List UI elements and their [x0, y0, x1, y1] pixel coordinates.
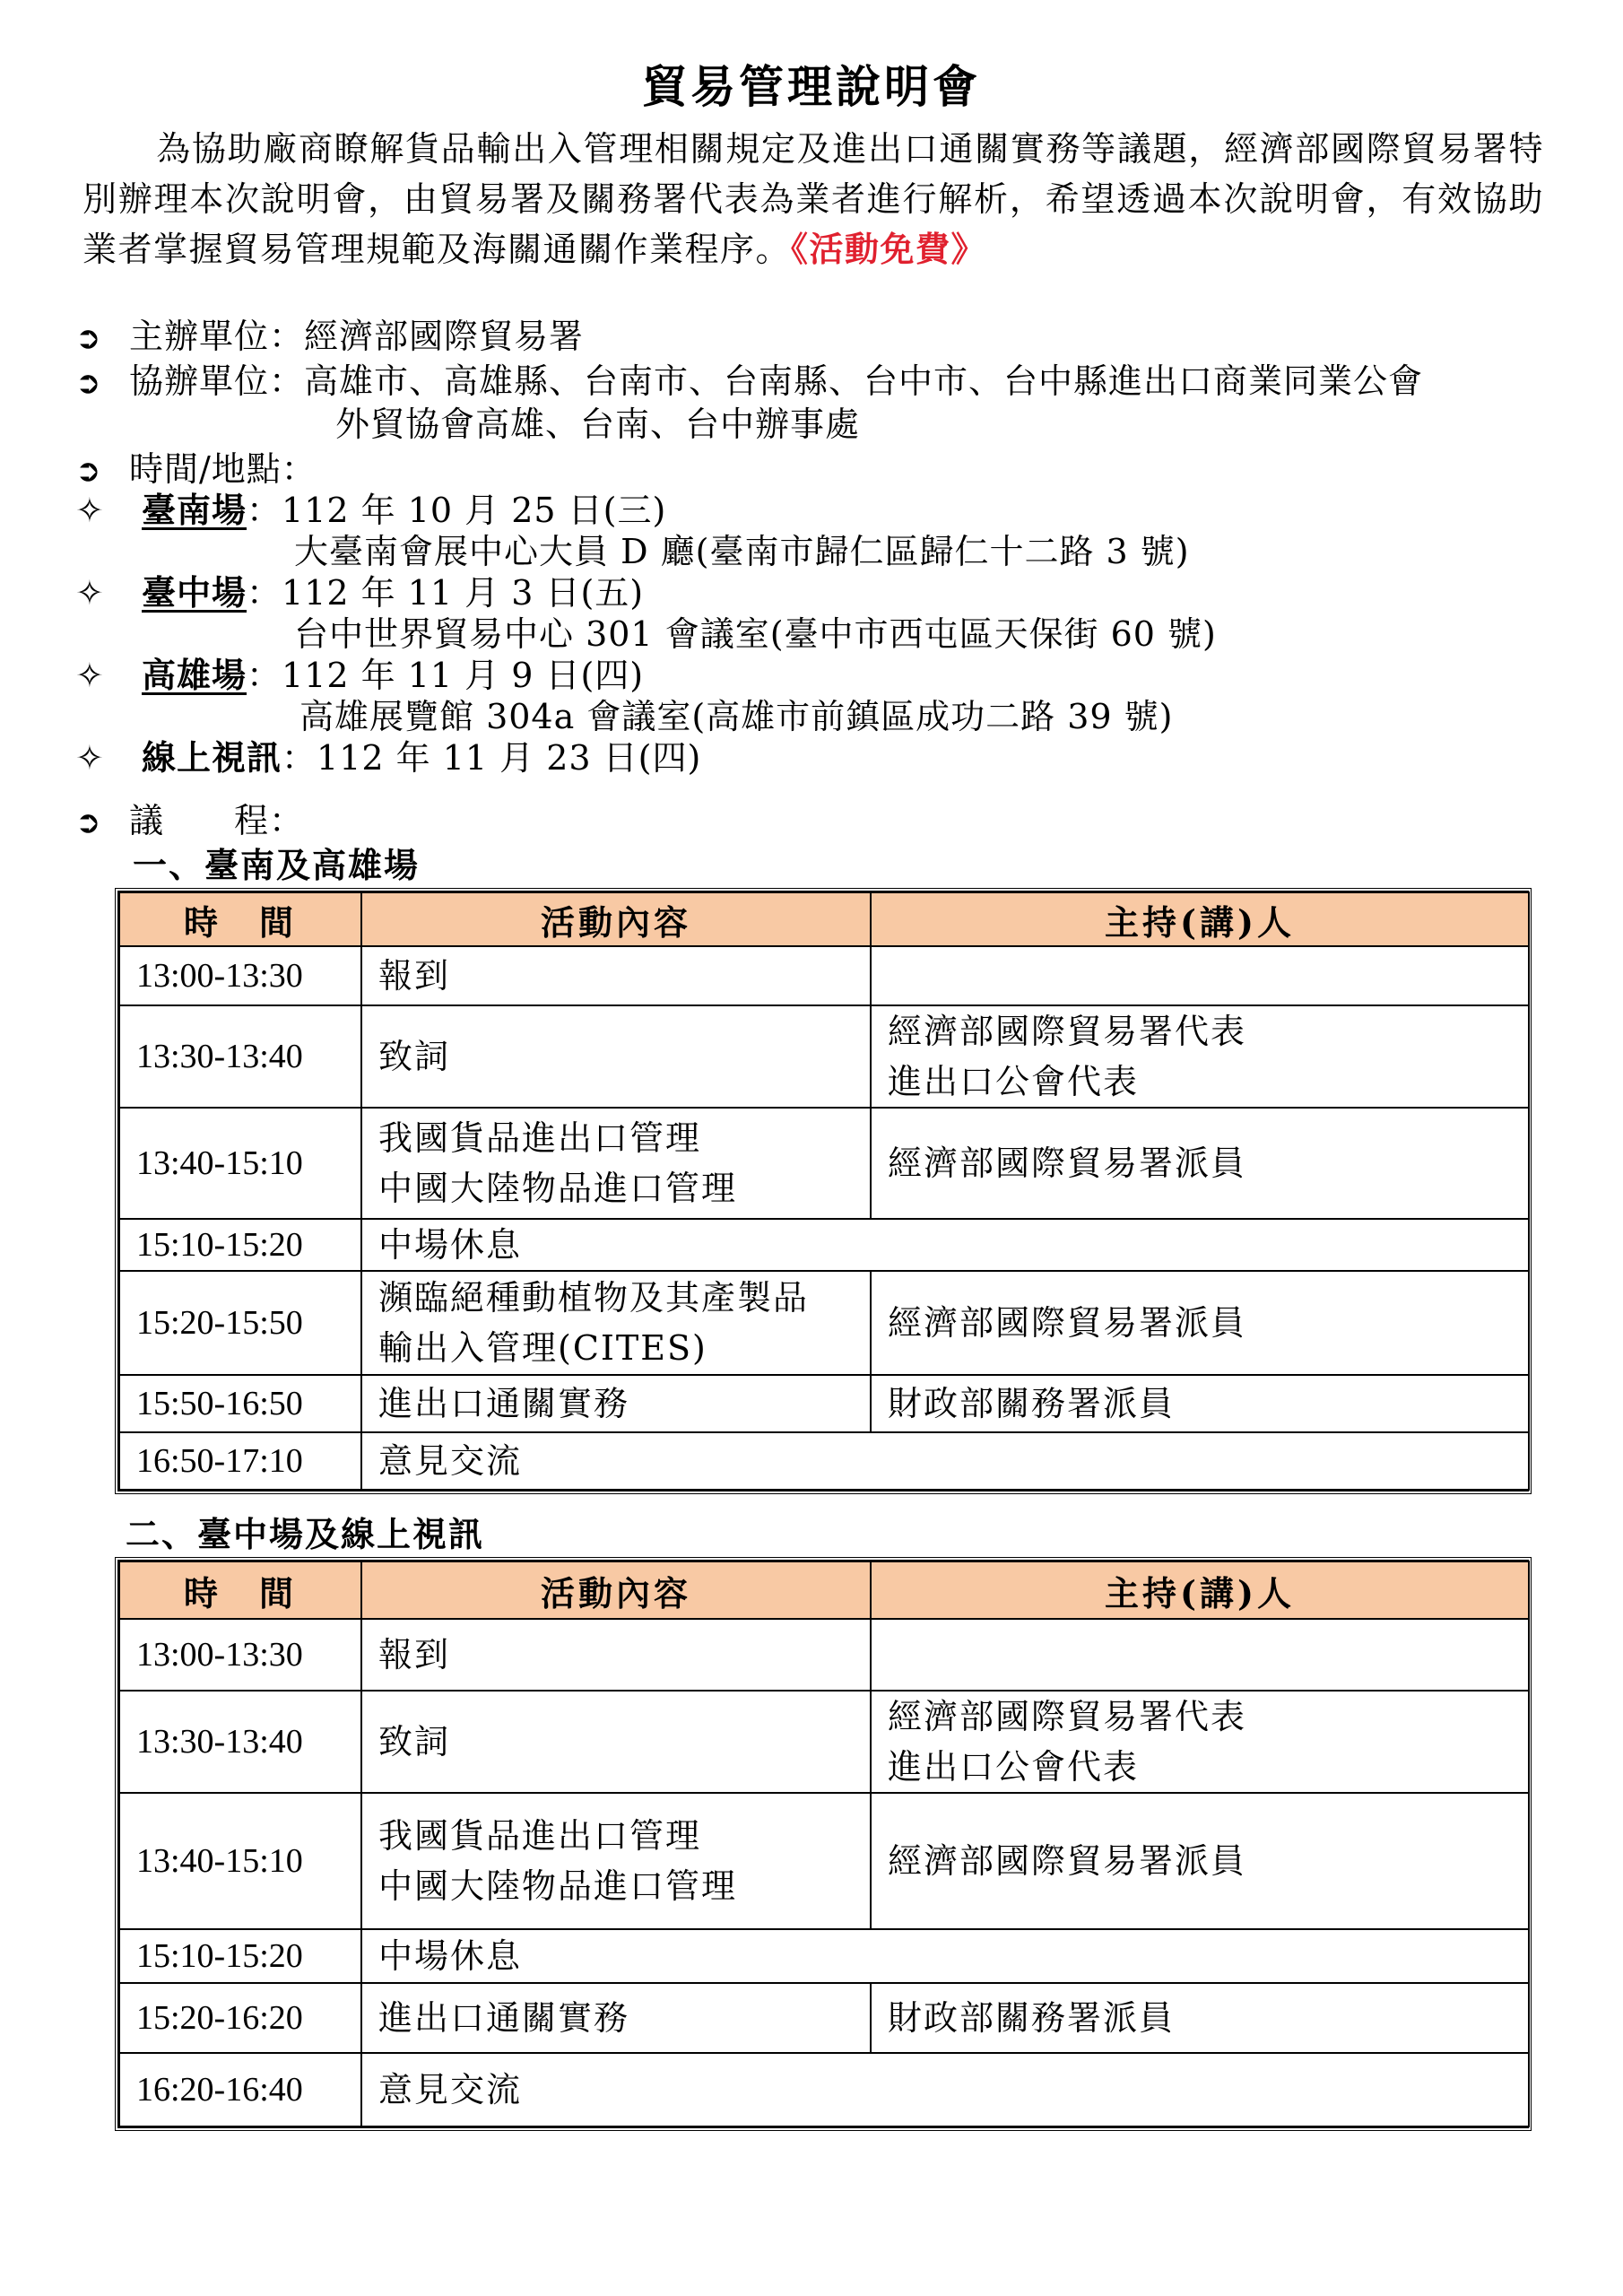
time-cell: 15:20-16:20 — [119, 1983, 361, 2053]
time-place-label: 時間/地點： — [129, 449, 317, 489]
table-row — [119, 1432, 1529, 1490]
venue-date: ：112 年 11 月 23 日(四) — [282, 738, 702, 778]
column-header: 活動內容 — [361, 892, 871, 946]
arrow-bullet-icon: ➲ — [75, 453, 102, 489]
content-cell — [361, 1271, 871, 1375]
table-row — [119, 1929, 1529, 1983]
table-header-row — [119, 892, 1529, 946]
content-line: 輸出入管理(CITES) — [378, 1328, 707, 1368]
intro-paragraph — [82, 124, 1544, 274]
table-row — [119, 946, 1529, 1005]
host-line: 財政部關務署派員 — [888, 1998, 1176, 2038]
venue-name: 線上視訊 — [142, 737, 282, 778]
content-cell — [361, 1219, 1529, 1271]
time-cell: 15:10-15:20 — [119, 1219, 361, 1271]
venue-tainan — [75, 488, 666, 533]
host-line: 經濟部國際貿易署代表 — [888, 1012, 1247, 1051]
star-bullet-icon: ✧ — [75, 491, 105, 530]
content-cell — [361, 1929, 1529, 1983]
table-header-row — [119, 1561, 1529, 1619]
content-cell — [361, 1793, 871, 1929]
host-cell — [871, 1691, 1529, 1793]
venue-name: 臺南場 — [142, 490, 247, 530]
column-header: 主持(講)人 — [871, 892, 1529, 946]
venue-name: 高雄場 — [142, 655, 247, 695]
host-cell — [871, 1108, 1529, 1219]
star-bullet-icon: ✧ — [75, 656, 105, 695]
content-cell — [361, 2053, 1529, 2126]
time-cell: 15:10-15:20 — [119, 1929, 361, 1983]
content-line: 我國貨品進出口管理 — [378, 1118, 702, 1158]
content-cell — [361, 1432, 1529, 1490]
co-organizer-text-2: 外貿協會高雄、台南、台中辦事處 — [335, 404, 861, 444]
arrow-bullet-icon: ➲ — [75, 320, 102, 356]
column-header: 時 間 — [119, 1561, 361, 1619]
table-row — [119, 1005, 1529, 1108]
venue-taichung — [75, 570, 644, 615]
host-cell — [871, 1271, 1529, 1375]
content-line: 中場休息 — [378, 1225, 523, 1265]
host-cell — [871, 1983, 1529, 2053]
content-line: 我國貨品進出口管理 — [378, 1816, 702, 1856]
content-line: 報到 — [378, 1635, 451, 1674]
content-cell — [361, 1619, 871, 1691]
time-cell: 13:00-13:30 — [119, 946, 361, 1005]
schedule-1-title: 一、臺南及高雄場 — [133, 845, 421, 885]
co-organizer-line — [75, 359, 1423, 405]
column-header: 主持(講)人 — [871, 1561, 1529, 1619]
content-cell — [361, 946, 871, 1005]
time-cell: 16:50-17:10 — [119, 1432, 361, 1490]
host-line: 經濟部國際貿易署派員 — [888, 1841, 1247, 1881]
content-line: 報到 — [378, 956, 451, 996]
venue-date: ：112 年 10 月 25 日(三) — [247, 491, 667, 530]
venue-kaohsiung — [75, 653, 644, 698]
time-cell: 13:30-13:40 — [119, 1005, 361, 1108]
host-cell — [871, 946, 1529, 1005]
venue-name: 臺中場 — [142, 572, 247, 613]
page-title: 貿易管理說明會 — [642, 60, 981, 113]
host-line: 進出口公會代表 — [888, 1062, 1140, 1101]
schedule-2-table — [115, 1557, 1532, 2131]
host-line: 進出口公會代表 — [888, 1747, 1140, 1787]
content-line: 瀕臨絕種動植物及其產製品 — [378, 1278, 810, 1318]
organizer-text: 主辦單位：經濟部國際貿易署 — [129, 317, 585, 356]
table-row — [119, 1619, 1529, 1691]
table-row — [119, 1983, 1529, 2053]
content-line: 致詞 — [378, 1037, 451, 1076]
schedule-2-title: 二、臺中場及線上視訊 — [126, 1514, 485, 1554]
content-line: 致詞 — [378, 1722, 451, 1761]
content-line: 中國大陸物品進口管理 — [378, 1866, 738, 1906]
content-cell — [361, 1983, 871, 2053]
star-bullet-icon: ✧ — [75, 573, 105, 613]
table-row — [119, 1271, 1529, 1375]
time-cell: 13:30-13:40 — [119, 1691, 361, 1793]
table-row — [119, 1375, 1529, 1432]
content-cell — [361, 1375, 871, 1432]
time-cell: 13:40-15:10 — [119, 1793, 361, 1929]
intro-text: 為協助廠商瞭解貨品輸出入管理相關規定及進出口通關實務等議題，經濟部國際貿易署特別辦理本次說明會，由貿易署及關務署代表為業者進行解析，希望透過本次說明會，有效協助業者掌握貿易管理規範及海關通關作業程序。 — [82, 129, 1544, 269]
venue-date: ：112 年 11 月 3 日(五) — [247, 573, 645, 613]
free-note: 《活動免費》 — [791, 229, 987, 269]
schedule-1-table — [115, 888, 1532, 1494]
host-line: 財政部關務署派員 — [888, 1384, 1176, 1423]
content-line: 進出口通關實務 — [378, 1384, 630, 1423]
time-place-line — [75, 447, 317, 493]
column-header: 活動內容 — [361, 1561, 871, 1619]
content-cell — [361, 1691, 871, 1793]
venue-tainan-place: 大臺南會展中心大員 D 廳(臺南市歸仁區歸仁十二路 3 號) — [294, 532, 1190, 571]
venue-taichung-place: 台中世界貿易中心 301 會議室(臺中市西屯區天保街 60 號) — [294, 614, 1217, 654]
table-row — [119, 1219, 1529, 1271]
host-cell — [871, 1375, 1529, 1432]
co-organizer-text: 協辦單位：高雄市、高雄縣、台南市、台南縣、台中市、台中縣進出口商業同業公會 — [129, 361, 1424, 401]
table-row — [119, 2053, 1529, 2126]
arrow-bullet-icon: ➲ — [75, 365, 102, 401]
time-cell: 16:20-16:40 — [119, 2053, 361, 2126]
organizer-line — [75, 314, 584, 361]
content-cell — [361, 1108, 871, 1219]
content-line: 中國大陸物品進口管理 — [378, 1169, 738, 1208]
content-line: 中場休息 — [378, 1936, 523, 1976]
host-cell — [871, 1793, 1529, 1929]
venue-online — [75, 735, 701, 780]
time-cell: 13:40-15:10 — [119, 1108, 361, 1219]
table-row — [119, 1793, 1529, 1929]
host-line: 經濟部國際貿易署派員 — [888, 1303, 1247, 1343]
host-cell — [871, 1005, 1529, 1108]
column-header: 時 間 — [119, 892, 361, 946]
host-line: 經濟部國際貿易署派員 — [888, 1144, 1247, 1183]
content-line: 意見交流 — [378, 2070, 523, 2109]
time-cell: 15:50-16:50 — [119, 1375, 361, 1432]
table-row — [119, 1108, 1529, 1219]
time-cell: 13:00-13:30 — [119, 1619, 361, 1691]
content-line: 進出口通關實務 — [378, 1998, 630, 2038]
content-line: 意見交流 — [378, 1441, 523, 1481]
venue-kaohsiung-place: 高雄展覽館 304a 會議室(高雄市前鎮區成功二路 39 號) — [299, 697, 1174, 736]
table-row — [119, 1691, 1529, 1793]
agenda-label: 議 程： — [129, 801, 305, 840]
venue-date: ：112 年 11 月 9 日(四) — [247, 656, 645, 695]
content-cell — [361, 1005, 871, 1108]
star-bullet-icon: ✧ — [75, 738, 105, 778]
arrow-bullet-icon: ➲ — [75, 804, 102, 840]
host-cell — [871, 1619, 1529, 1691]
time-cell: 15:20-15:50 — [119, 1271, 361, 1375]
host-line: 經濟部國際貿易署代表 — [888, 1697, 1247, 1736]
agenda-line — [75, 798, 304, 845]
co-organizer-line-2 — [335, 402, 860, 447]
